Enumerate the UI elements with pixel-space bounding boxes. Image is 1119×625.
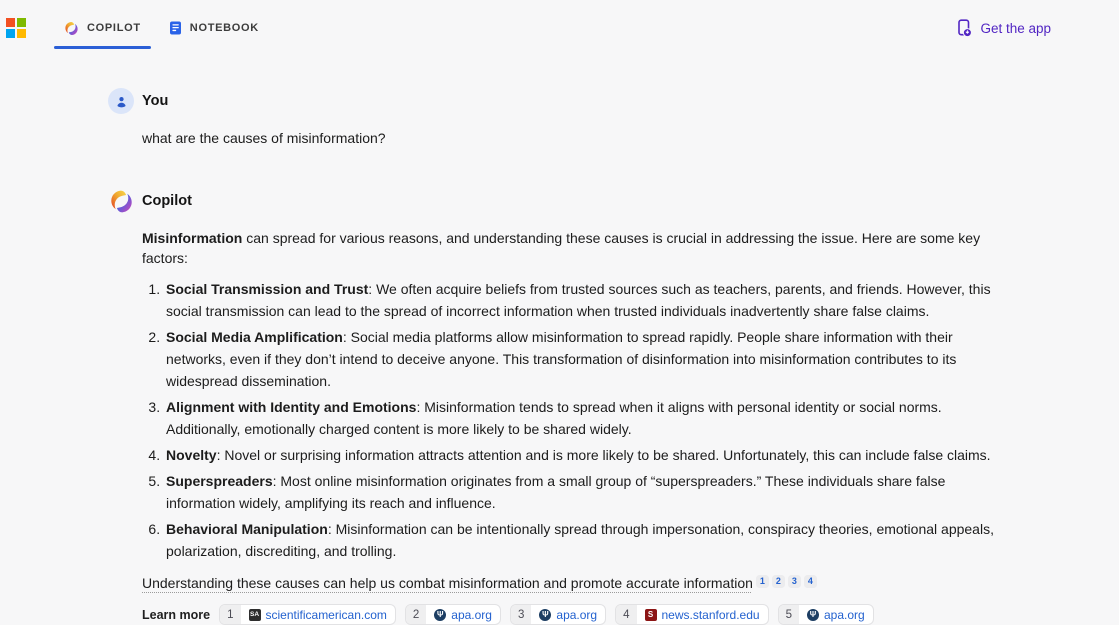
user-avatar [108, 88, 134, 114]
factor-item-3 [164, 396, 1010, 440]
source-link-apa-2[interactable] [510, 604, 606, 625]
source-3-domain: apa.org [556, 607, 598, 622]
source-5-number: 5 [779, 605, 799, 624]
source-2-domain: apa.org [451, 607, 492, 622]
get-the-app-button[interactable] [956, 19, 1051, 38]
factor-5-text: : Most online misinformation originates from a small group of “superspreaders.” These individuals share false information widely, amplifying its reach and influence. [166, 473, 946, 511]
copilot-message-header [108, 188, 1010, 214]
apa-favicon: Ψ [434, 609, 446, 621]
nav-tabs [50, 0, 273, 56]
intro-bold-term: Misinformation [142, 230, 243, 246]
intro-rest-text: can spread for various reasons, and understanding these causes is crucial in addressing the issue. Here are some key factors: [142, 230, 981, 266]
copilot-sender-name: Copilot [142, 193, 192, 209]
factor-1-title: Social Transmission and Trust [166, 281, 369, 297]
factor-1-text: : We often acquire beliefs from trusted sources such as teachers, parents, and friends. However, this social transmission can lead to the spread of incorrect information when trusted individuals inadvertently share false claims. [166, 281, 991, 319]
microsoft-logo-blue-square [6, 29, 15, 38]
factors-list [142, 278, 1010, 562]
factor-6-text: : Misinformation can be intentionally spread through impersonation, conspiracy theories, emotional appeals, polarization, discrediting, and trolling. [166, 521, 994, 559]
factor-2-title: Social Media Amplification [166, 329, 343, 345]
notebook-icon [169, 21, 182, 35]
factor-item-1 [164, 278, 1010, 322]
source-2-number: 2 [406, 605, 426, 624]
citation-badge-3[interactable]: 3 [788, 575, 801, 588]
source-4-number: 4 [616, 605, 636, 624]
source-link-stanford[interactable] [615, 604, 768, 625]
microsoft-logo-green-square [17, 18, 26, 27]
source-link-scientificamerican[interactable] [219, 604, 396, 625]
user-query-text: what are the causes of misinformation? [142, 130, 386, 146]
tab-copilot-label: COPILOT [87, 22, 141, 34]
factor-item-6 [164, 518, 1010, 562]
copilot-answer [142, 228, 1010, 625]
learn-more-row [142, 604, 1010, 625]
closing-sentence [142, 574, 1010, 592]
factor-2-text: : Social media platforms allow misinformation to spread rapidly. People share information with their networks, even if they don’t intend to deceive anyone. This transformation of disinformation into misinformation contributes to its widespread dissemination. [166, 329, 957, 389]
microsoft-logo-yellow-square [17, 29, 26, 38]
user-message [108, 88, 1010, 146]
user-message-header [108, 88, 1010, 114]
factor-3-text: : Misinformation tends to spread when it aligns with personal identity or social norms. Additionally, emotionally charged content is more likely to be shared widely. [166, 399, 942, 437]
chat-conversation [108, 88, 1010, 625]
tab-copilot[interactable] [50, 0, 155, 56]
factor-item-4 [164, 444, 1010, 466]
factor-6-title: Behavioral Manipulation [166, 521, 328, 537]
scientific-american-favicon: SA [249, 609, 261, 621]
factor-4-title: Novelty [166, 447, 217, 463]
top-bar [0, 0, 1119, 56]
source-link-apa-1[interactable] [405, 604, 501, 625]
source-link-apa-3[interactable] [778, 604, 874, 625]
source-5-domain: apa.org [823, 607, 865, 622]
copilot-avatar [108, 188, 134, 214]
phone-app-icon [956, 19, 973, 38]
active-tab-underline [54, 46, 151, 49]
closing-sentence-text: Understanding these causes can help us combat misinformation and promote accurate information [142, 575, 753, 591]
learn-more-label: Learn more [142, 607, 211, 622]
user-sender-name: You [142, 93, 169, 109]
source-3-number: 3 [511, 605, 531, 624]
factor-4-text: : Novel or surprising information attracts attention and is more likely to be shared. Unfortunately, this can include false claims. [216, 447, 991, 463]
source-4-domain: news.stanford.edu [661, 607, 760, 622]
get-the-app-label: Get the app [980, 20, 1051, 36]
microsoft-logo-red-square [6, 18, 15, 27]
citation-badge-2[interactable]: 2 [772, 575, 785, 588]
stanford-favicon: S [645, 609, 657, 621]
copilot-message [108, 188, 1010, 625]
factor-item-2 [164, 326, 1010, 392]
factor-5-title: Superspreaders [166, 473, 273, 489]
citation-badge-1[interactable]: 1 [756, 575, 769, 588]
factor-item-5 [164, 470, 1010, 514]
tab-notebook[interactable] [155, 0, 273, 56]
copilot-logo-icon [64, 21, 79, 36]
microsoft-logo[interactable] [6, 18, 26, 38]
answer-intro [142, 228, 1010, 268]
apa-favicon: Ψ [807, 609, 819, 621]
factor-3-title: Alignment with Identity and Emotions [166, 399, 417, 415]
apa-favicon: Ψ [539, 609, 551, 621]
source-1-number: 1 [220, 605, 240, 624]
source-1-domain: scientificamerican.com [265, 607, 387, 622]
citation-badge-4[interactable]: 4 [804, 575, 817, 588]
tab-notebook-label: NOTEBOOK [189, 22, 259, 34]
